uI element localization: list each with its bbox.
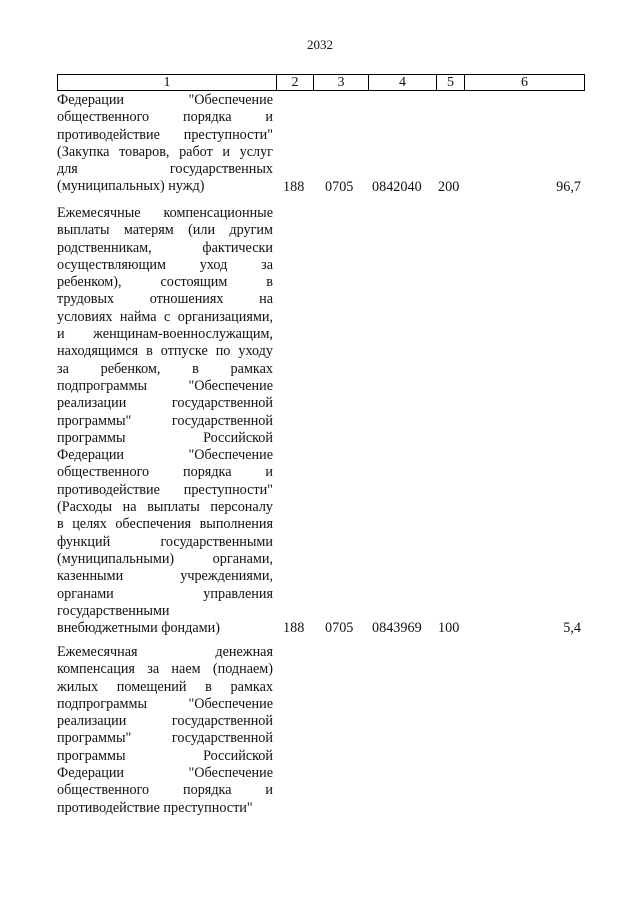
description-line: (Закупка товаров, работ и услуг (57, 143, 273, 160)
code-expense-type: 100 (438, 620, 460, 637)
description-line: противодействие преступности" (57, 481, 273, 498)
row-description (57, 92, 273, 196)
page-number: 2032 (307, 37, 333, 52)
description-line: Федерации "Обеспечение (57, 92, 273, 108)
description-line: программы" государственной (57, 730, 273, 747)
description-line: в целях обеспечения выполнения (57, 516, 273, 533)
description-line: общественного порядка и (57, 109, 273, 126)
description-line: реализации государственной (57, 713, 273, 730)
description-line: жилых помещений в рамках (57, 678, 273, 695)
description-line: общественного порядка и (57, 464, 273, 481)
column-header-5: 5 (437, 75, 465, 90)
description-line: для государственных (57, 161, 273, 178)
description-line: программы" государственной (57, 412, 273, 429)
description-line: осуществляющим уход за (57, 256, 273, 273)
description-line: Федерации "Обеспечение (57, 447, 273, 464)
code-grbs: 188 (283, 620, 305, 637)
code-target-article: 0842040 (372, 178, 422, 195)
column-header-4: 4 (369, 75, 437, 90)
column-header-1: 1 (58, 75, 277, 90)
description-line: трудовых отношениях на (57, 291, 273, 308)
table-row (57, 92, 585, 196)
description-line: реализации государственной (57, 395, 273, 412)
description-line: условиях найма с организациями, (57, 308, 273, 325)
description-line: программы Российской (57, 429, 273, 446)
description-line: противодействие преступности" (57, 799, 253, 816)
description-line: подпрограммы "Обеспечение (57, 377, 273, 394)
code-expense-type: 200 (438, 178, 460, 195)
description-line: казенными учреждениями, (57, 568, 273, 585)
table-row (57, 205, 585, 637)
amount: 96,7 (556, 178, 581, 195)
description-line: находящимся в отпуске по уходу (57, 343, 273, 360)
description-line: Ежемесячная денежная (57, 644, 273, 660)
description-line: за ребенком, в рамках (57, 360, 273, 377)
row-description (57, 644, 273, 817)
code-target-article: 0843969 (372, 620, 422, 637)
description-line: ребенком), состоящим в (57, 274, 273, 291)
description-line: государственными (57, 602, 170, 619)
description-line: подпрограммы "Обеспечение (57, 695, 273, 712)
description-line: функций государственными (57, 533, 273, 550)
description-line: программы Российской (57, 747, 273, 764)
description-line: общественного порядка и (57, 782, 273, 799)
column-header-6: 6 (521, 75, 528, 90)
row-description (57, 205, 273, 637)
column-header-3: 3 (314, 75, 369, 90)
description-line: Федерации "Обеспечение (57, 765, 273, 782)
description-line: противодействие преступности" (57, 126, 273, 143)
description-line: выплаты матерям (или другим (57, 222, 273, 239)
description-line: органами управления (57, 585, 273, 602)
description-line: (муниципальных) нужд) (57, 178, 205, 195)
description-line: и женщинам-военнослужащим, (57, 326, 273, 343)
description-line: (Расходы на выплаты персоналу (57, 499, 273, 516)
amount: 5,4 (563, 620, 581, 637)
code-section: 0705 (325, 620, 354, 637)
code-grbs: 188 (283, 178, 305, 195)
description-line: внебюджетными фондами) (57, 620, 220, 637)
description-line: Ежемесячные компенсационные (57, 205, 273, 221)
description-line: компенсация за наем (поднаем) (57, 661, 273, 678)
description-line: родственникам, фактически (57, 239, 273, 256)
code-section: 0705 (325, 178, 354, 195)
description-line: (муниципальными) органами, (57, 550, 273, 567)
column-header-2: 2 (277, 75, 314, 90)
table-row (57, 644, 585, 817)
table-header-row (57, 74, 585, 91)
